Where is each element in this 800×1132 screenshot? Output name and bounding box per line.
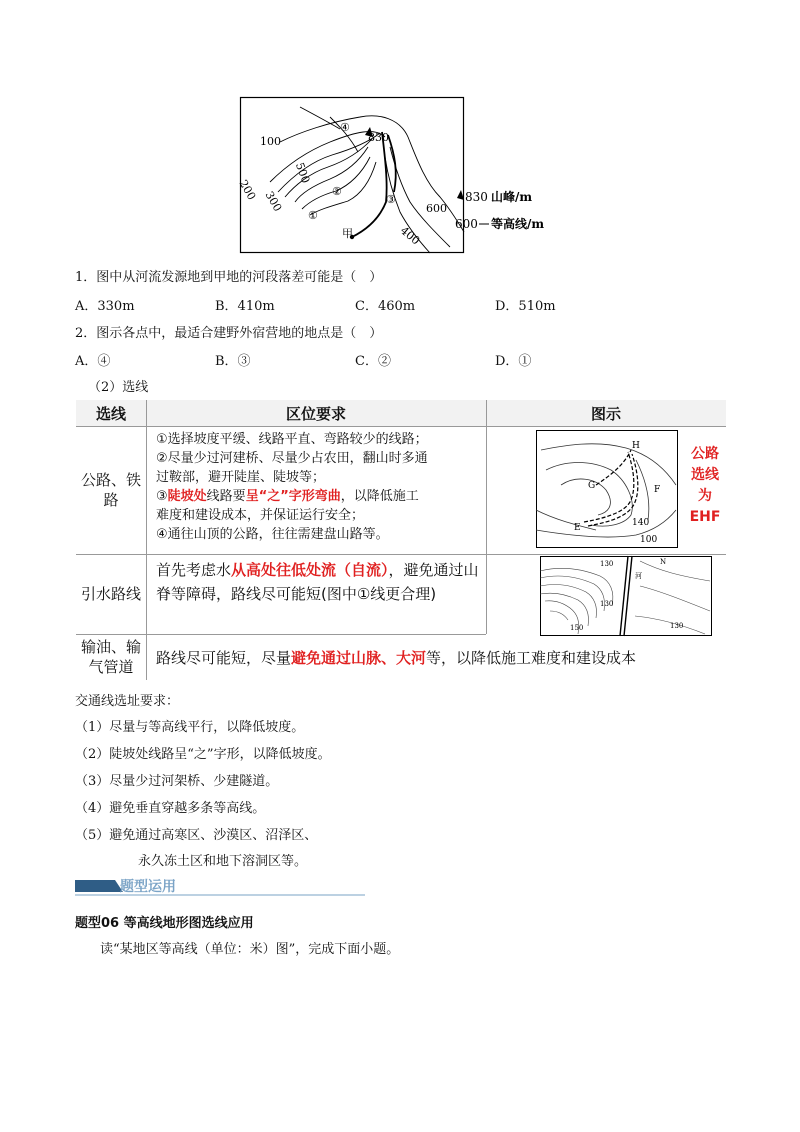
row-pipeline-requirements <box>156 646 726 676</box>
section-heading-route: （2）选线 <box>88 380 149 395</box>
contour-label-300: 300 <box>262 189 285 214</box>
water-req-post: ，避免通过山脊等障碍，路线尽可能短(图中①线更合理) <box>156 561 479 603</box>
row-water-type: 引水路线 <box>80 585 141 603</box>
question-2-stem: 2．图示各点中，最适合建野外宿营地的地点是（ ） <box>75 326 383 341</box>
notes-item-4: （4）避免垂直穿越多条等高线。 <box>75 801 266 816</box>
road-map-h: H <box>632 441 640 451</box>
notes-item-3: （3）尽量少过河架桥、少建隧道。 <box>75 774 279 789</box>
pipe-req-post: 等，以降低施工难度和建设成本 <box>426 649 637 667</box>
pipe-req-pre: 路线尽可能短，尽量 <box>156 649 292 667</box>
row-road-rail-type-line2: 路 <box>103 491 119 509</box>
water-req-pre: 首先考虑水 <box>156 561 232 579</box>
water-route-diagram <box>540 556 712 636</box>
req-line-6: ④通往山顶的公路，往往需建盘山路等。 <box>156 527 389 542</box>
road-note-line4: EHF <box>689 509 721 525</box>
road-note-line2: 选线 <box>691 467 719 483</box>
q2-option-d[interactable]: D．① <box>495 354 532 369</box>
point-jia: 甲 <box>342 227 353 240</box>
road-note-line1: 公路 <box>691 446 719 462</box>
contour-label-400: 400 <box>397 223 423 248</box>
section-band <box>75 876 365 898</box>
water-map-130b: 130 <box>600 600 614 608</box>
water-map-130a: 130 <box>600 560 614 568</box>
water-map-150: 150 <box>570 624 584 632</box>
notes-item-5: （5）避免通过高寒区、沙漠区、沼泽区、 <box>75 828 318 843</box>
row-road-rail-type-line1: 公路、铁 <box>80 471 141 489</box>
req-line-3: 过鞍部，避开陡崖、陡坡等； <box>156 470 326 485</box>
contour-label-100: 100 <box>260 135 281 148</box>
map-legend <box>455 186 575 234</box>
row-water-requirements <box>156 558 486 634</box>
point-4: ④ <box>340 121 350 134</box>
route-selection-table <box>76 400 726 680</box>
row-pipeline-type <box>76 634 146 680</box>
req-line-2: ②尽量少过河建桥、尽量少占农田，翻山时多通 <box>156 451 428 466</box>
contour-label-500: 500 <box>292 160 313 185</box>
road-route-note <box>684 444 726 544</box>
notes-item-2: （2）陡坡处线路呈“之”字形，以降低坡度。 <box>75 747 331 762</box>
legend-peak-value: 830 <box>465 190 488 204</box>
water-req-red: 从高处往低处流（自流） <box>231 561 389 579</box>
header-diagram: 图示 <box>486 400 726 426</box>
water-map-130c: 130 <box>670 622 684 630</box>
q2-option-b[interactable]: B．③ <box>215 354 251 369</box>
q1-option-c[interactable]: C．460m <box>355 299 416 314</box>
peak-label: 830 <box>368 131 389 144</box>
road-note-line3: 为 <box>698 488 712 504</box>
road-map-e: E <box>574 523 581 533</box>
req-line-1: ①选择坡度平缓、线路平直、弯路较少的线路； <box>156 432 428 447</box>
question-1-stem: 1．图中从河流发源地到甲地的河段落差可能是（ ） <box>75 270 383 285</box>
row-road-rail-requirements <box>156 430 486 554</box>
point-2: ② <box>332 185 342 198</box>
legend-contour-label: 等高线/m <box>491 217 545 231</box>
row-road-rail-type <box>76 426 146 554</box>
road-map-140: 140 <box>632 518 650 528</box>
road-map-100: 100 <box>640 535 658 545</box>
contour-map <box>236 97 464 253</box>
point-3: ③ <box>386 193 396 206</box>
header-type: 选线 <box>76 400 146 426</box>
req-line-4 <box>156 487 486 506</box>
road-map-g: G <box>588 481 596 491</box>
notes-title: 交通线选址要求： <box>75 694 180 709</box>
water-map-n: N <box>660 558 667 566</box>
contour-label-600: 600 <box>426 202 447 215</box>
row-pipeline-type-line2: 气管道 <box>88 658 134 676</box>
row-pipeline-type-line1: 输油、输 <box>80 638 141 656</box>
req-line-4-mid: 线路要 <box>206 489 246 504</box>
legend-contour-value: 600 <box>455 217 478 231</box>
req-line-5: 难度和建设成本，并保证运行安全； <box>156 508 365 523</box>
point-1: ① <box>308 209 318 222</box>
q1-option-b[interactable]: B．410m <box>215 299 275 314</box>
req-line-4-red1: 陡坡处 <box>167 489 207 504</box>
water-map-river: 河 <box>635 572 642 580</box>
q1-option-a[interactable]: A．330m <box>75 299 135 314</box>
notes-item-1: （1）尽量与等高线平行，以降低坡度。 <box>75 720 305 735</box>
q2-option-c[interactable]: C．② <box>355 354 391 369</box>
instruction-text: 读“某地区等高线（单位：米）图”，完成下面小题。 <box>100 942 400 957</box>
pipe-req-red: 避免通过山脉、大河 <box>291 649 427 667</box>
legend-peak-label: 山峰/m <box>491 190 533 204</box>
q1-option-d[interactable]: D．510m <box>495 299 556 314</box>
contour-label-200: 200 <box>236 177 259 203</box>
road-route-diagram <box>536 430 678 548</box>
notes-item-5-cont: 永久冻土区和地下溶洞区等。 <box>138 854 308 869</box>
road-map-f: F <box>654 485 661 495</box>
q2-option-a[interactable]: A．④ <box>75 354 111 369</box>
req-line-4-red2: 呈“之”字形弯曲 <box>245 489 341 504</box>
req-line-4-post: ，以降低施工 <box>340 489 419 504</box>
question-type-heading: 题型06 等高线地形图选线应用 <box>75 916 254 931</box>
req-line-4-pre: ③ <box>156 489 168 504</box>
header-requirements: 区位要求 <box>146 400 486 426</box>
section-band-title: 题型运用 <box>120 879 176 895</box>
